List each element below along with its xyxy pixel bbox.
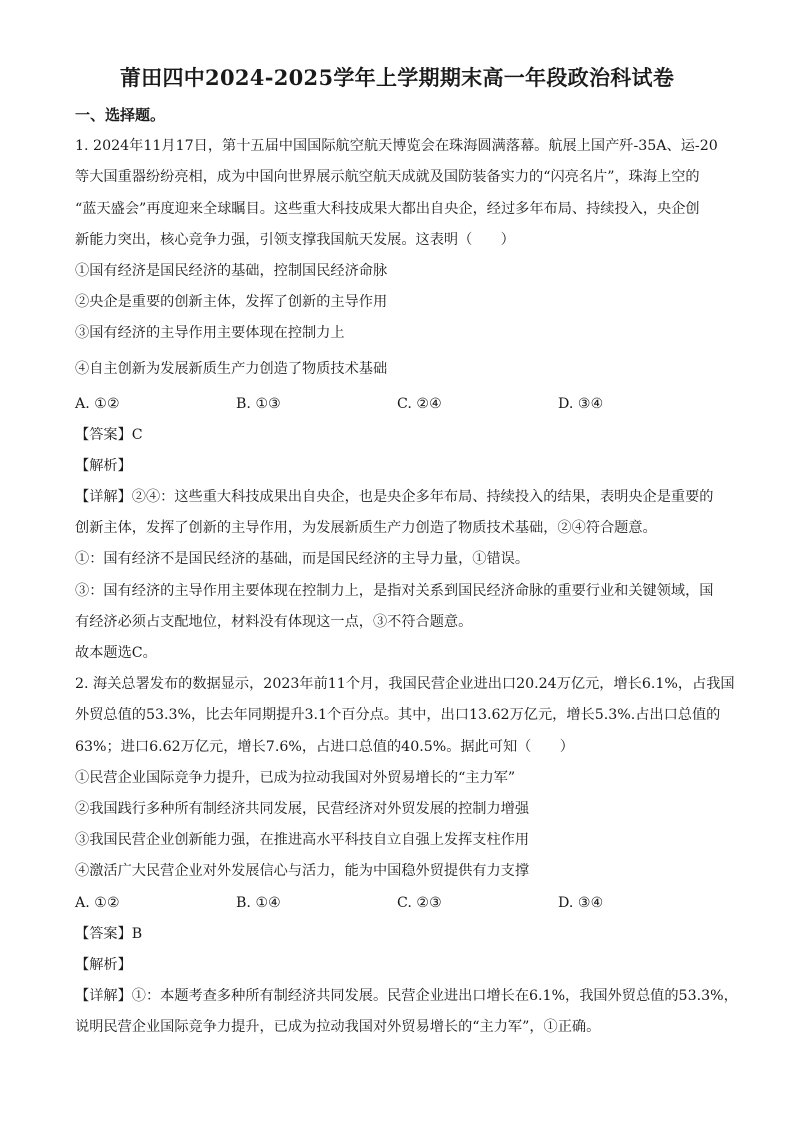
- question-2: [75, 669, 738, 1043]
- question-1: [75, 131, 725, 669]
- q1-analysis-line: ③：国有经济的主导作用主要体现在控制力上，是指对关系到国民经济命脉的重要行业和关键领域，国: [75, 582, 714, 599]
- q2-answer: 【答案】B: [75, 925, 143, 942]
- q1-option-b: B. ①③: [236, 395, 281, 412]
- q2-statement-3: ③我国民营企业创新能力强，在推进高水平科技自立自强上发挥支柱作用: [75, 832, 530, 849]
- q2-analysis-label: 【解析】: [75, 956, 132, 973]
- q1-analysis-line: 有经济必须占支配地位，材料没有体现这一点，③不符合题意。: [75, 613, 473, 630]
- q2-options: [75, 888, 725, 919]
- q1-statement-2: ②央企是重要的创新主体，发挥了创新的主导作用: [75, 294, 388, 311]
- section-heading: 一、选择题。: [75, 106, 166, 124]
- page-title: 莆田四中2024-2025学年上学期期末高一年段政治科试卷: [119, 65, 675, 90]
- exam-content: [75, 100, 738, 1043]
- q2-statement-1: ①民营企业国际竞争力提升，已成为拉动我国对外贸易增长的“主力军”: [75, 769, 516, 786]
- q1-option-a: A. ①②: [75, 395, 120, 412]
- q1-option-d: D. ③④: [558, 395, 604, 412]
- q1-option-c: C. ②④: [397, 395, 442, 412]
- q2-option-b: B. ①④: [236, 894, 281, 911]
- q1-statement-1: ①国有经济是国民经济的基础，控制国民经济命脉: [75, 262, 388, 279]
- q2-analysis-line: 说明民营企业国际竞争力提升，已成为拉动我国对外贸易增长的“主力军”，①正确。: [75, 1019, 601, 1036]
- q2-stem-line: 63%；进口6.62万亿元，增长7.6%，占进口总值的40.5%。据此可知（ ）: [75, 738, 574, 755]
- q1-stem-line: 等大国重器纷纷亮相，成为中国向世界展示航空航天成就及国防装备实力的“闪亮名片”，珠海上空的: [75, 169, 700, 186]
- q2-statement-2: ②我国践行多种所有制经济共同发展，民营经济对外贸发展的控制力增强: [75, 800, 530, 817]
- q1-stem-line: 1. 2024年11月17日，第十五届中国国际航空航天博览会在珠海圆满落幕。航展上国产歼-35A、运-20: [75, 138, 718, 155]
- q2-stem-line: 外贸总值的53.3%，比去年同期提升3.1个百分点。其中，出口13.62万亿元，增长5.3%.占出口总值的: [75, 707, 721, 724]
- q1-analysis-line: ①：国有经济不是国民经济的基础，而是国民经济的主导力量，①错误。: [75, 551, 530, 568]
- q2-stem-line: 2. 海关总署发布的数据显示，2023年前11个月，我国民营企业进出口20.24万亿元，增长6.1%，占我国: [75, 676, 735, 693]
- q2-option-a: A. ①②: [75, 894, 120, 911]
- q2-analysis-line: 【详解】①：本题考查多种所有制经济共同发展。民营企业进出口增长在6.1%，我国外贸总值的53.3%，: [75, 988, 738, 1005]
- q1-analysis-label: 【解析】: [75, 457, 132, 474]
- q1-stem-line: 新能力突出，核心竞争力强，引领支撑我国航天发展。这表明（ ）: [75, 231, 515, 248]
- q1-statement-3: ③国有经济的主导作用主要体现在控制力上: [75, 325, 345, 342]
- q1-analysis-line: 创新主体，发挥了创新的主导作用，为发展新质生产力创造了物质技术基础，②④符合题意。: [75, 520, 657, 537]
- q1-analysis-line: 【详解】②④：这些重大科技成果出自央企，也是央企多年布局、持续投入的结果，表明央企是重要的: [75, 489, 714, 506]
- q2-option-d: D. ③④: [558, 894, 604, 911]
- q1-statement-4: ④自主创新为发展新质生产力创造了物质技术基础: [75, 360, 388, 377]
- q1-options: [75, 389, 725, 420]
- q1-stem-line: “蓝天盛会”再度迎来全球瞩目。这些重大科技成果大都出自央企，经过多年布局、持续投入，央企创: [75, 200, 700, 217]
- q2-statement-4: ④激活广大民营企业对外发展信心与活力，能为中国稳外贸提供有力支撑: [75, 863, 530, 880]
- q1-analysis-line: 故本题选C。: [75, 645, 157, 661]
- q1-answer: 【答案】C: [75, 426, 143, 443]
- q2-option-c: C. ②③: [397, 894, 442, 911]
